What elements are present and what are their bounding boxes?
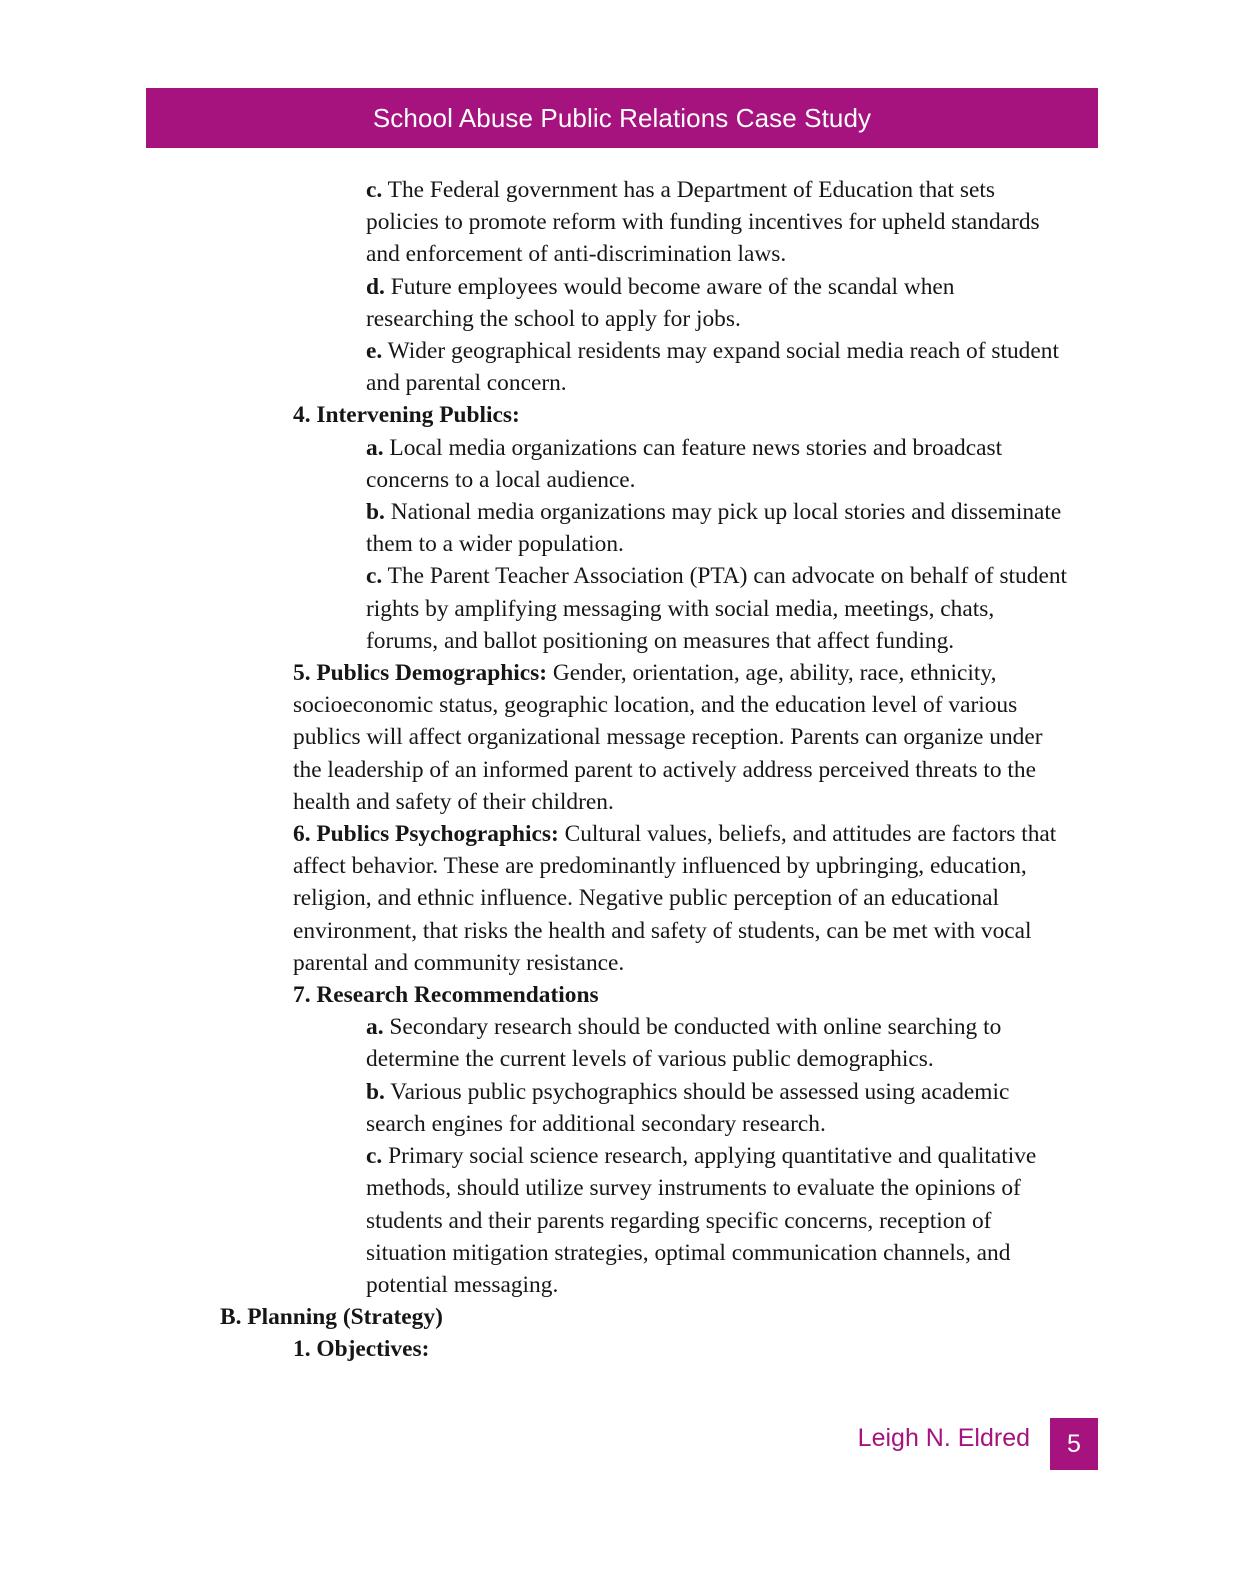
text-line: parental and community resistance. (293, 949, 625, 976)
text-line: health and safety of their children. (293, 788, 614, 815)
item-4b-national-media (0, 496, 1242, 528)
text-line: methods, should utilize survey instruments to evaluate the opinions of (366, 1175, 1021, 1202)
heading-publics-demographics: 5. Publics Demographics: (293, 660, 548, 687)
item-4c-pta (0, 560, 1242, 592)
page-number: 5 (1050, 1418, 1098, 1470)
text-line: religion, and ethnic influence. Negative public perception of an educational (293, 885, 999, 912)
footer-author: Leigh N. Eldred (857, 1424, 1030, 1452)
text-line: socioeconomic status, geographic location, and the education level of various (293, 692, 1018, 719)
text-line: forums, and ballot positioning on measures that affect funding. (366, 627, 955, 654)
text-line: students and their parents regarding specific concerns, reception of (366, 1207, 992, 1234)
text-line: Wider geographical residents may expand social media reach of student (387, 338, 1059, 365)
item-7b-psychographics (0, 1076, 1242, 1108)
item-e-wider-residents (0, 335, 1242, 367)
text-line: Local media organizations can feature news stories and broadcast (389, 434, 1003, 461)
text-line: Future employees would become aware of the scandal when (390, 273, 955, 300)
text-line: and parental concern. (366, 370, 567, 397)
item-label: e. (366, 338, 383, 365)
item-label: c. (366, 563, 383, 590)
text-line: concerns to a local audience. (366, 466, 636, 493)
text-line: National media organizations may pick up local stories and disseminate (390, 499, 1062, 526)
text-line: Various public psychographics should be assessed using academic (390, 1078, 1010, 1105)
item-c-federal (0, 174, 1242, 206)
heading-planning-strategy: B. Planning (Strategy) (220, 1304, 443, 1331)
text-line: Primary social science research, applying quantitative and qualitative (388, 1143, 1037, 1170)
header-bar (146, 88, 1098, 148)
text-line: them to a wider population. (366, 531, 624, 558)
text-line: publics will affect organizational message reception. Parents can organize under (293, 724, 1043, 751)
text-line: Gender, orientation, age, ability, race, ethnicity, (552, 660, 997, 687)
item-label: c. (366, 177, 383, 203)
heading-research-recommendations: 7. Research Recommendations (293, 982, 599, 1009)
heading-intervening-publics: 4. Intervening Publics: (293, 402, 520, 429)
item-d-future-employees (0, 271, 1242, 303)
text-line: environment, that risks the health and safety of students, can be met with vocal (293, 917, 1032, 944)
item-label: a. (366, 434, 384, 461)
heading-publics-psychographics: 6. Publics Psychographics: (293, 821, 559, 848)
item-label: d. (366, 273, 385, 300)
section-publics-demographics (0, 657, 1242, 689)
item-label: a. (366, 1014, 384, 1041)
text-line: policies to promote reform with funding incentives for upheld standards (366, 209, 1040, 236)
text-line: search engines for additional secondary research. (366, 1110, 826, 1137)
item-7c-primary-research (0, 1140, 1242, 1172)
item-4a-local-media (0, 432, 1242, 464)
item-label: b. (366, 1078, 385, 1105)
page-body (0, 174, 1242, 1366)
text-line: potential messaging. (366, 1271, 559, 1298)
text-line: and enforcement of anti-discrimination laws. (366, 241, 787, 268)
text-line: situation mitigation strategies, optimal communication channels, and (366, 1239, 1011, 1266)
text-line: affect behavior. These are predominantly influenced by upbringing, education, (293, 853, 1027, 880)
text-line: the leadership of an informed parent to actively address perceived threats to the (293, 756, 1037, 783)
text-line: The Federal government has a Department of Education that sets (387, 177, 995, 203)
heading-objectives: 1. Objectives: (293, 1336, 430, 1363)
section-publics-psychographics (0, 818, 1242, 850)
text-line: Cultural values, beliefs, and attitudes are factors that (564, 821, 1057, 848)
text-line: researching the school to apply for jobs. (366, 305, 741, 332)
item-label: c. (366, 1143, 383, 1170)
document-title: School Abuse Public Relations Case Study (372, 102, 872, 133)
text-line: determine the current levels of various public demographics. (366, 1046, 934, 1073)
item-label: b. (366, 499, 385, 526)
text-line: The Parent Teacher Association (PTA) can advocate on behalf of student (387, 563, 1068, 590)
item-7a-secondary-research (0, 1011, 1242, 1043)
text-line: rights by amplifying messaging with social media, meetings, chats, (366, 595, 995, 622)
text-line: Secondary research should be conducted with online searching to (389, 1014, 1002, 1041)
